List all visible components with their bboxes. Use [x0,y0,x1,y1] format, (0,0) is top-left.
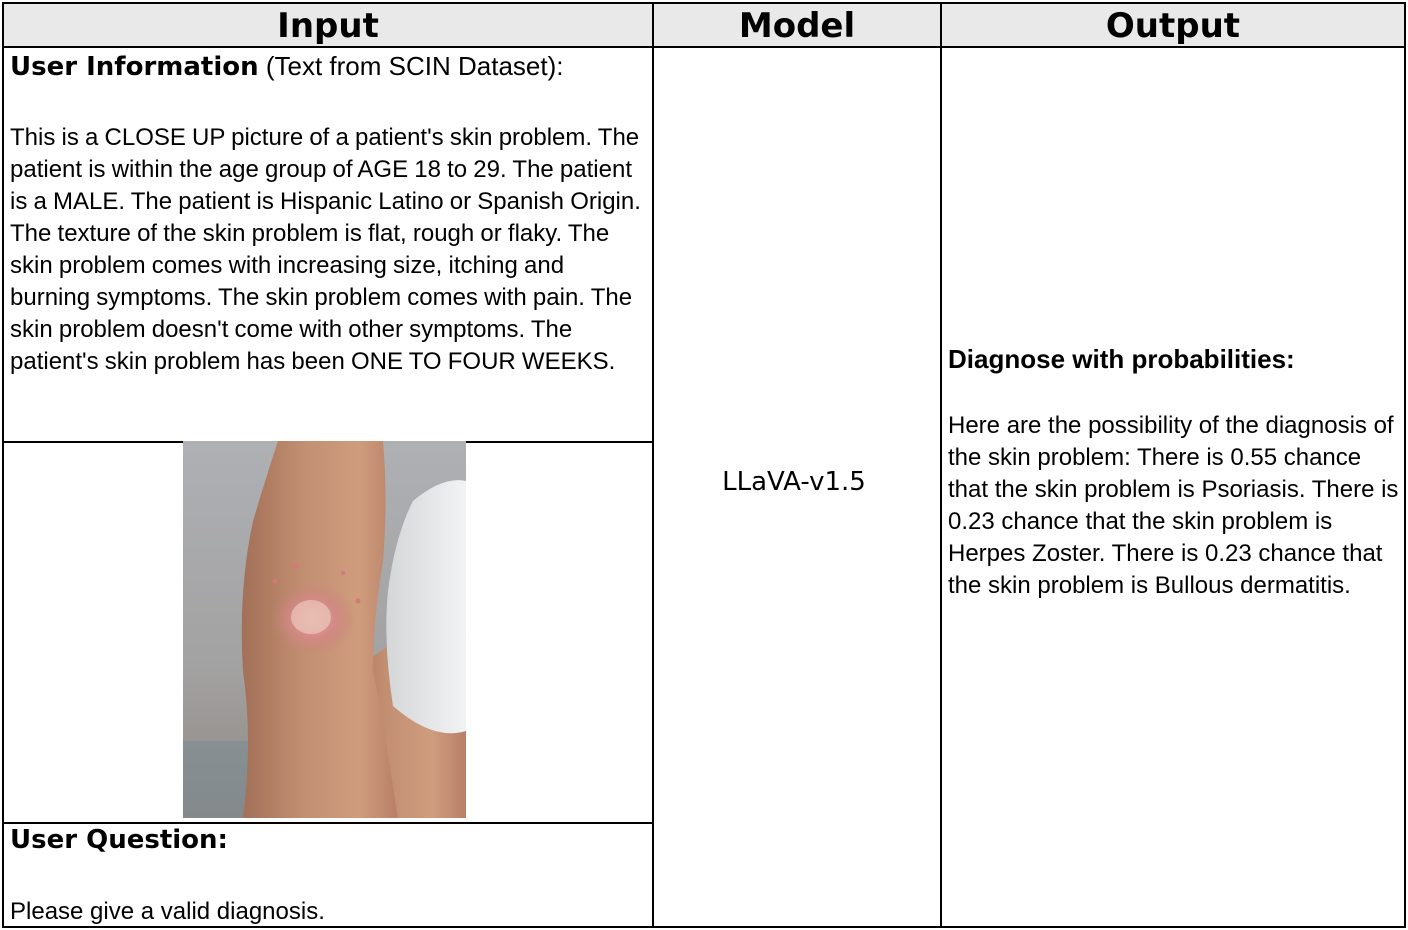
header-input: Input [4,4,652,48]
output-title: Diagnose with probabilities: [948,344,1295,374]
model-name: LLaVA-v1.5 [722,467,866,497]
column-divider-model-output [940,4,942,926]
user-question-text: Please give a valid diagnosis. [10,898,325,925]
user-info-source: (Text from SCIN Dataset): [258,51,564,81]
header-output: Output [942,4,1404,48]
user-info-text: This is a CLOSE UP picture of a patient's skin problem. The patient is within the age group of AGE 18 to 29. The patient is a MALE. The patient is Hispanic Latino or Spanish Origin. The texture of the skin problem is flat, rough or flaky. The skin problem comes with increasing size, itching and burning symptoms. The skin problem comes with pain. The skin problem doesn't come with other symptoms. The patient's skin problem has been ONE TO FOUR WEEKS. [10,124,641,375]
user-info-title: User Information [10,52,259,82]
output-text: Here are the possibility of the diagnosis of the skin problem: There is 0.55 chance that the skin problem is Psoriasis. There is 0.23 chance that the skin problem is Herpes Zoster. There is 0.23 chance that the skin problem is Bullous dermatitis. [948,412,1399,599]
user-info-heading [10,50,646,84]
column-divider-input-model [652,4,654,926]
header-model: Model [654,4,940,48]
user-question-title: User Question: [10,825,228,855]
skin-lesion-photo [183,441,466,818]
